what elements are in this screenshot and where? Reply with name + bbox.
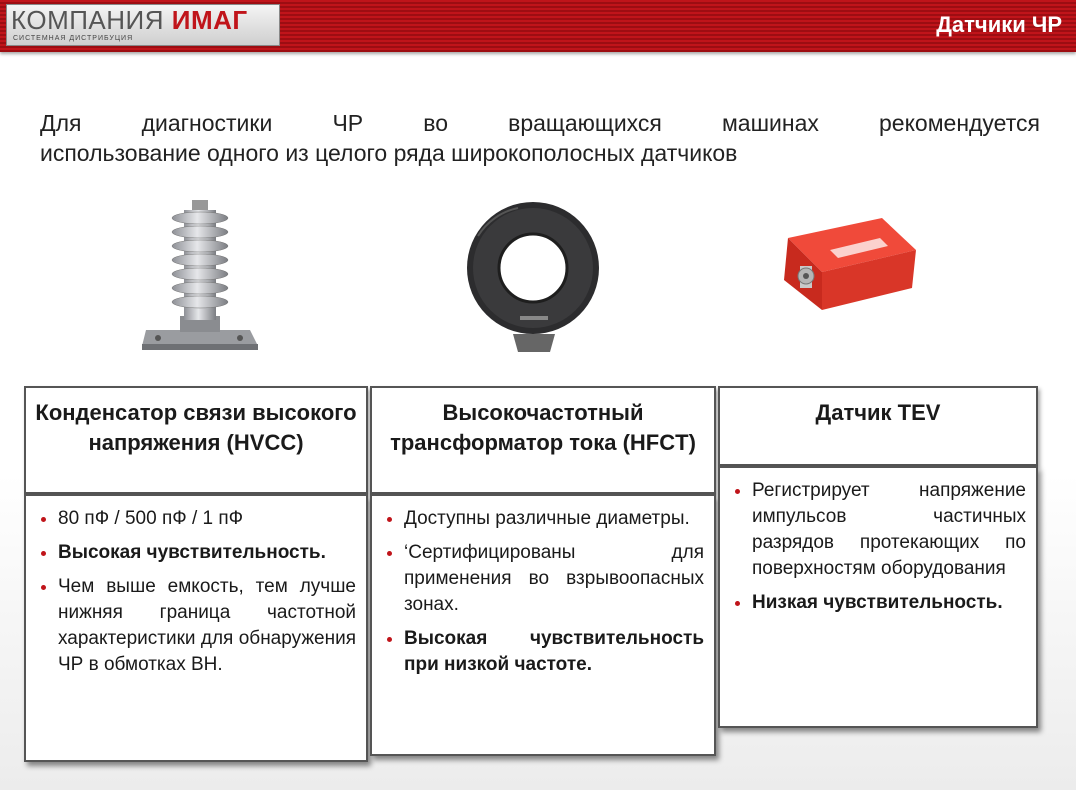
list-item: Регистрирует напряжение импульсов частичных разрядов протекающих по поверхностям оборудования	[730, 478, 1026, 582]
list-item: 80 пФ / 500 пФ / 1 пФ	[36, 506, 356, 532]
logo-text-imag: ИМАГ	[171, 5, 248, 35]
card-hfct-body	[370, 494, 716, 756]
intro-line-2: использование одного из целого ряда широкополосных датчиков	[40, 140, 738, 166]
intro-line-1	[40, 108, 1040, 138]
card-tev-body	[718, 466, 1038, 728]
company-logo	[6, 4, 280, 46]
logo-text-company: КОМПАНИЯ	[11, 5, 165, 35]
list-item: Низкая чувствительность.	[730, 590, 1026, 616]
card-hvcc-title: Конденсатор связи высокого напряжения (HVCC)	[24, 386, 368, 494]
intro-word: рекомендуется	[879, 110, 1040, 136]
intro-word: во	[423, 110, 448, 136]
hv-coupling-capacitor-image	[140, 198, 260, 358]
logo-subtitle: СИСТЕМНАЯ ДИСТРИБУЦИЯ	[13, 35, 134, 42]
tev-sensor-box-image	[770, 210, 920, 320]
list-item: ‘Сертифицированы для применения во взрывоопасных зонах.	[382, 540, 704, 618]
hfct-ring-sensor-image	[458, 196, 608, 356]
slide-title: Датчики ЧР	[936, 12, 1062, 37]
card-hfct-title: Высокочастотный трансформатор тока (HFCT)	[370, 386, 716, 494]
card-tev-title: Датчик TEV	[718, 386, 1038, 466]
list-item: Высокая чувствительность при низкой частоте.	[382, 626, 704, 678]
intro-word: машинах	[721, 110, 819, 136]
list-item: Высокая чувствительность.	[36, 540, 356, 566]
intro-word: вращающихся	[508, 110, 662, 136]
intro-word: Для	[40, 110, 82, 136]
list-item: Чем выше емкость, тем лучше нижняя граница частотной характеристики для обнаружения ЧР в обмотках ВН.	[36, 574, 356, 678]
list-item: Доступны различные диаметры.	[382, 506, 704, 532]
intro-word: диагностики	[141, 110, 273, 136]
intro-text	[40, 108, 1040, 168]
header-bar	[0, 0, 1076, 52]
intro-word: ЧР	[332, 110, 364, 136]
card-hvcc-body	[24, 494, 368, 762]
